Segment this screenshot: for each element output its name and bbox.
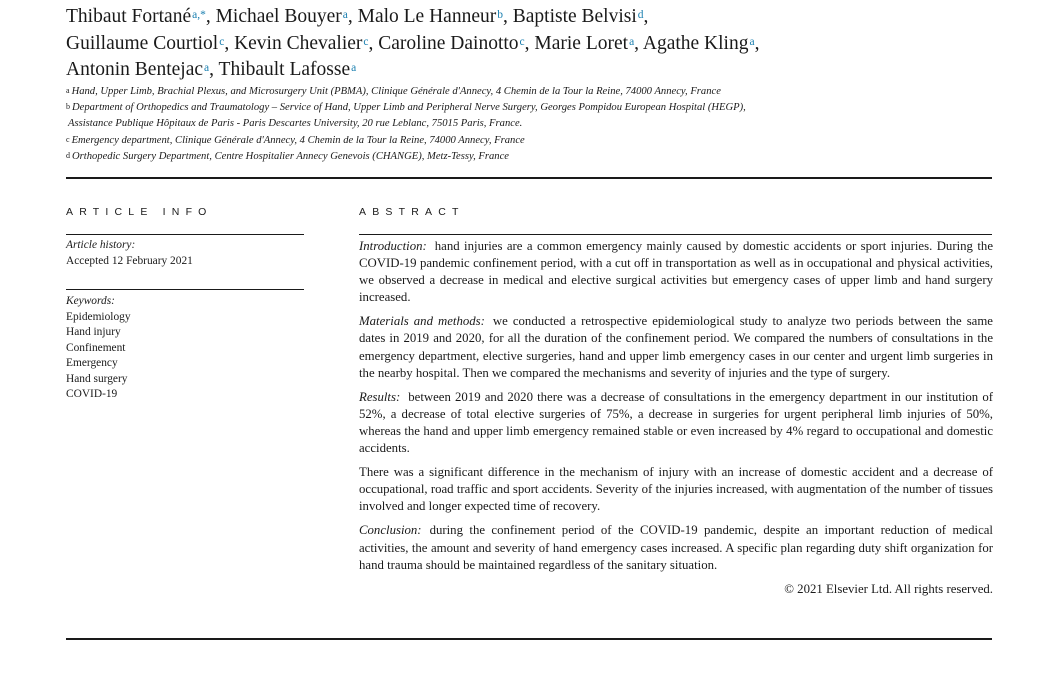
author-name bbox=[66, 59, 214, 80]
affiliation-text: Hand, Upper Limb, Brachial Plexus, and Microsurgery Unit (PBMA), Clinique Générale d'Annecy, 4 Chemin de la Tour la Reine, 74000 Annecy, France bbox=[71, 86, 721, 97]
article-history-block bbox=[66, 238, 306, 269]
author-separator: , bbox=[643, 6, 649, 27]
copyright-notice: © 2021 Elsevier Ltd. All rights reserved. bbox=[784, 581, 993, 596]
keyword-item: Hand surgery bbox=[66, 372, 128, 385]
abstract-conclusion bbox=[359, 522, 993, 573]
keywords-label: Keywords: bbox=[66, 295, 115, 307]
affiliation-mark[interactable]: c bbox=[519, 35, 525, 48]
affiliation-letter: b bbox=[66, 102, 70, 112]
affiliation-mark[interactable]: a bbox=[749, 35, 755, 48]
author-name-text: Caroline Dainotto bbox=[378, 32, 519, 54]
abstract-results-continued: There was a significant difference in the mechanism of injury with an increase of domestic accident and a decrease of occupational, road traffic and sport accidents. Severity of the injuries increased, with augmentation of the number of tissues involved and longer expected time of recovery. bbox=[359, 465, 993, 514]
conclusion-text: during the confinement period of the COVID-19 pandemic, despite an important reduction of medical activities, the amount and severity of hand emergency cases increased. A specific plan regarding duty shift organization for hand trauma should be maintained regardless of the sanitary situation. bbox=[359, 523, 993, 572]
header-divider bbox=[66, 177, 992, 179]
author-name bbox=[66, 33, 229, 54]
author-name-text: Agathe Kling bbox=[642, 32, 749, 54]
affiliation-mark[interactable]: a bbox=[342, 9, 348, 21]
introduction-text: hand injuries are a common emergency mainly caused by domestic accidents or sport injuries. During the COVID-19 pandemic confinement period, with a cut off in transportation as well as in occupational and physical activities, we observed a decrease in medical and elective surgical activities but emergency cases of upper limb and hand surgery increased. bbox=[359, 239, 993, 305]
author-separator: , bbox=[634, 32, 640, 54]
keyword-item: Hand injury bbox=[66, 326, 121, 338]
footer-divider bbox=[66, 638, 992, 640]
affiliation-line bbox=[66, 100, 946, 116]
abstract-introduction bbox=[359, 238, 993, 306]
author-name bbox=[534, 33, 639, 54]
author-separator: , bbox=[524, 32, 530, 54]
author-name bbox=[358, 6, 508, 27]
affiliation-line bbox=[66, 84, 946, 100]
keywords-block bbox=[66, 294, 306, 403]
affiliation-mark[interactable]: a,* bbox=[192, 9, 206, 21]
affiliation-line bbox=[66, 149, 946, 165]
results-text: between 2019 and 2020 there was a decrease of consultations in the emergency department in our institution of 52%, a decrease of total elective surgeries of 75%, a decrease in surgeries for urgent peripheral limb injuries of 50%, whereas the hand and upper limb emergency remained stable or even increased by 4% regard to occupational and domestic accidents. bbox=[359, 389, 993, 456]
author-separator: , bbox=[368, 32, 374, 54]
affiliation-letter: c bbox=[66, 134, 70, 144]
affiliation-mark[interactable]: c bbox=[363, 35, 369, 48]
author-name bbox=[513, 6, 649, 27]
abstract-methods bbox=[359, 313, 993, 381]
author-separator: , bbox=[209, 59, 214, 80]
affiliation-text: Department of Orthopedics and Traumatology – Service of Hand, Upper Limb and Peripheral Nerve Surgery, Georges Pompidou European Hospital (HEGP), bbox=[72, 102, 746, 114]
keyword-item: COVID-19 bbox=[66, 388, 118, 400]
abstract-heading: ABSTRACT bbox=[359, 206, 465, 218]
affiliation-text: Emergency department, Clinique Générale d'Annecy, 4 Chemin de la Tour la Reine, 74000 Annecy, France bbox=[71, 134, 525, 146]
abstract-results bbox=[359, 389, 993, 457]
author-list bbox=[66, 4, 966, 84]
author-separator: , bbox=[754, 32, 760, 54]
affiliation-mark[interactable]: a bbox=[629, 35, 635, 48]
affiliation-text: Assistance Publique Hôpitaux de Paris - Paris Descartes University, 20 rue Leblanc, 75015 Paris, France. bbox=[68, 118, 523, 130]
affiliation-letter: d bbox=[66, 150, 70, 160]
abstract-body bbox=[359, 238, 993, 605]
author-name-text: Thibaut Fortané bbox=[66, 6, 192, 27]
author-name-text: Thibault Lafosse bbox=[218, 59, 351, 80]
author-name-text: Guillaume Courtiol bbox=[66, 32, 219, 54]
author-name bbox=[216, 6, 353, 27]
author-name-text: Marie Loret bbox=[534, 32, 629, 54]
author-name-text: Malo Le Hanneur bbox=[357, 6, 497, 27]
keywords-rule bbox=[66, 289, 304, 290]
article-history-value: Accepted 12 February 2021 bbox=[66, 254, 193, 267]
keyword-item: Epidemiology bbox=[66, 310, 131, 323]
conclusion-label: Conclusion: bbox=[359, 523, 422, 538]
article-history-label: Article history: bbox=[66, 239, 136, 251]
author-separator: , bbox=[502, 6, 508, 27]
author-name-text: Antonin Bentejac bbox=[66, 59, 204, 80]
affiliation-line bbox=[66, 116, 946, 132]
affiliation-letter: a bbox=[66, 86, 70, 95]
affiliation-mark[interactable]: d bbox=[637, 9, 644, 21]
author-name bbox=[378, 33, 529, 54]
affiliation-line bbox=[66, 133, 946, 149]
author-separator: , bbox=[205, 6, 211, 27]
abstract-rule bbox=[359, 234, 992, 235]
results-label: Results: bbox=[359, 389, 401, 404]
author-name bbox=[219, 59, 357, 80]
author-separator: , bbox=[347, 6, 353, 27]
affiliation-mark[interactable]: a bbox=[204, 62, 210, 74]
author-name-text: Michael Bouyer bbox=[215, 6, 342, 27]
introduction-label: Introduction: bbox=[359, 239, 427, 253]
affiliation-text: Orthopedic Surgery Department, Centre Hospitalier Annecy Genevois (CHANGE), Metz-Tessy, France bbox=[72, 150, 510, 162]
author-name bbox=[66, 6, 211, 27]
keyword-item: Confinement bbox=[66, 341, 126, 354]
affiliation-mark[interactable]: c bbox=[219, 35, 225, 48]
affiliation-mark[interactable]: b bbox=[497, 9, 503, 21]
methods-text: we conducted a retrospective epidemiological study to analyze two periods between the same dates in 2019 and 2020, for all the duration of the confinement period. We compared the numbers of consultations in the emergency department, elective surgeries, hand and upper limb emergency cases in our center and urgent limb surgeries in the nearby hospital. Then we compared the mechanisms and severity of injuries and the type of surgery. bbox=[359, 314, 993, 380]
affiliation-list bbox=[66, 84, 946, 165]
author-name bbox=[643, 33, 760, 54]
article-info-rule bbox=[66, 234, 304, 235]
affiliation-mark[interactable]: a bbox=[351, 62, 357, 74]
author-name-text: Baptiste Belvisi bbox=[512, 6, 637, 27]
article-info-heading: ARTICLE INFO bbox=[66, 206, 213, 218]
author-name-text: Kevin Chevalier bbox=[234, 32, 363, 54]
author-separator: , bbox=[224, 32, 230, 54]
keyword-item: Emergency bbox=[66, 357, 118, 369]
author-name bbox=[234, 33, 373, 54]
methods-label: Materials and methods: bbox=[359, 314, 485, 329]
keyword-list bbox=[66, 310, 306, 403]
